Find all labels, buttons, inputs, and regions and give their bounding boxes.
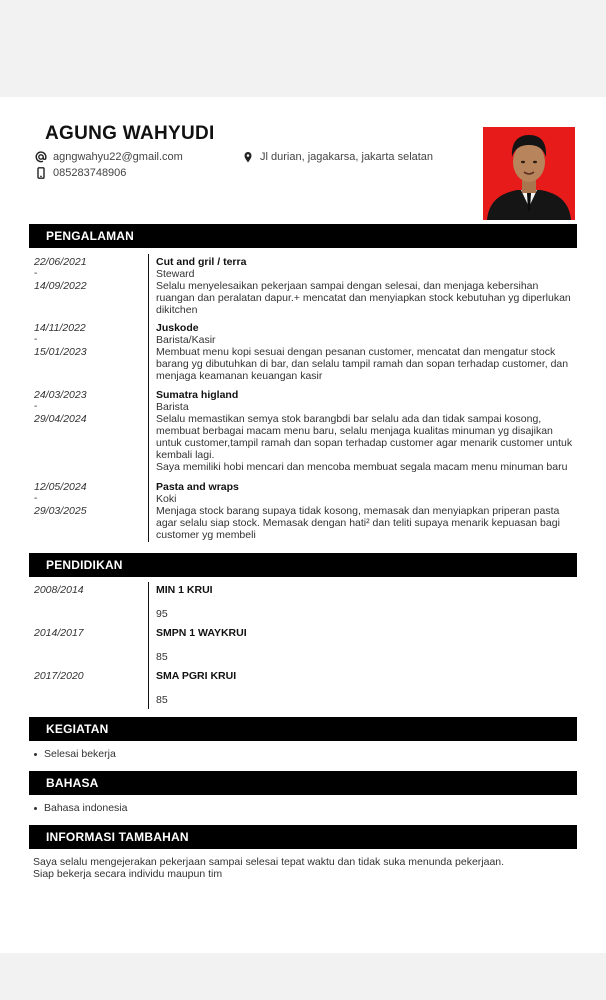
- experience-description: Menjaga stock barang supaya tidak kosong, memasak dan menyiapkan priperan pasta agar selalu siap stock. Memasak dengan hati² dan teliti supaya menarik kepuasan bagi customer yg membeli: [156, 505, 560, 541]
- date-dash: -: [34, 401, 38, 412]
- experience-description: Membuat menu kopi sesuai dengan pesanan customer, mencatat dan mengatur stock barang yg dibutuhkan di bar, dan selalu tampil ramah dan sopan terhadap customer, dan menjaga keamanan keuangan kasir: [156, 346, 569, 382]
- experience-start-date: 14/11/2022: [34, 322, 86, 334]
- experience-role: Steward: [156, 268, 195, 280]
- experience-role: Koki: [156, 493, 177, 505]
- bullet-icon: [34, 753, 37, 756]
- phone-icon: [35, 167, 47, 179]
- experience-company: Pasta and wraps: [156, 481, 239, 493]
- experience-end-date: 14/09/2022: [34, 280, 87, 292]
- experience-start-date: 22/06/2021: [34, 256, 87, 268]
- experience-description-extra: Saya memiliki hobi mencari dan mencoba membuat segala macam menu minuman baru: [156, 461, 568, 473]
- education-entry: [156, 627, 576, 663]
- date-dash: -: [34, 334, 38, 345]
- education-entry: [156, 670, 576, 706]
- education-score: 85: [156, 694, 168, 706]
- activity-text: Selesai bekerja: [44, 748, 116, 760]
- profile-photo: [483, 127, 575, 220]
- education-period: 2017/2020: [34, 670, 84, 682]
- experience-end-date: 15/01/2023: [34, 346, 87, 358]
- section-languages-header: BAHASA: [29, 771, 577, 795]
- experience-divider: [148, 254, 149, 542]
- at-icon: [35, 151, 47, 163]
- experience-company: Juskode: [156, 322, 199, 334]
- experience-end-date: 29/03/2025: [34, 505, 87, 517]
- section-education-header: PENDIDIKAN: [29, 553, 577, 577]
- additional-info-line: Siap bekerja secara individu maupun tim: [33, 868, 223, 880]
- bullet-icon: [34, 807, 37, 810]
- phone-text: 085283748906: [53, 167, 127, 179]
- experience-role: Barista/Kasir: [156, 334, 216, 346]
- address-text: Jl durian, jagakarsa, jakarta selatan: [260, 151, 434, 163]
- experience-company: Sumatra higland: [156, 389, 239, 401]
- experience-entry: [156, 322, 576, 382]
- date-dash: -: [34, 493, 38, 504]
- section-additional-header: INFORMASI TAMBAHAN: [29, 825, 577, 849]
- additional-info: [33, 856, 573, 880]
- education-period: 2014/2017: [34, 627, 84, 639]
- experience-end-date: 29/04/2024: [34, 413, 87, 425]
- education-divider: [148, 582, 149, 709]
- education-score: 85: [156, 651, 168, 663]
- education-period: 2008/2014: [34, 584, 84, 596]
- experience-start-date: 12/05/2024: [34, 481, 87, 493]
- language-text: Bahasa indonesia: [44, 802, 128, 814]
- experience-role: Barista: [156, 401, 189, 413]
- experience-entry: [156, 481, 576, 541]
- date-dash: -: [34, 268, 38, 279]
- email-text: agngwahyu22@gmail.com: [53, 151, 183, 163]
- education-school: SMA PGRI KRUI: [156, 670, 237, 682]
- education-entry: [156, 584, 576, 620]
- activity-item: [34, 748, 116, 760]
- phone-contact: [35, 167, 126, 179]
- candidate-name: AGUNG WAHYUDI: [45, 123, 215, 144]
- additional-info-line: Saya selalu mengejerakan pekerjaan sampai selesai tepat waktu dan tidak suka menunda pekerjaan.: [33, 856, 505, 868]
- experience-description: Selalu memastikan semya stok barangbdi bar selalu ada dan tidak sampai kosong, membuat berbagai macam menu baru, selalu menjaga kualitas minuman yg disajikan untuk customer,tampil ramah dan sopan terhadap customer agar menarik customer untuk kembali lagi.: [156, 413, 573, 461]
- language-item: [34, 802, 127, 814]
- resume-page: [0, 97, 606, 953]
- address-contact: [242, 151, 433, 163]
- experience-start-date: 24/03/2023: [34, 389, 87, 401]
- location-pin-icon: [242, 151, 254, 163]
- experience-entry: [156, 256, 576, 316]
- education-score: 95: [156, 608, 168, 620]
- email-contact: [35, 151, 183, 163]
- section-experience-header: PENGALAMAN: [29, 224, 577, 248]
- experience-description: Selalu menyelesaikan pekerjaan sampai dengan selesai, dan menjaga kebersihan ruangan dan peralatan dapur.+ mencatat dan menyiapkan stock kebutuhan yg diperlukan dikitchen: [156, 280, 571, 316]
- education-school: SMPN 1 WAYKRUI: [156, 627, 247, 639]
- experience-entry: [156, 389, 576, 473]
- section-activities-header: KEGIATAN: [29, 717, 577, 741]
- experience-company: Cut and gril / terra: [156, 256, 247, 268]
- education-school: MIN 1 KRUI: [156, 584, 213, 596]
